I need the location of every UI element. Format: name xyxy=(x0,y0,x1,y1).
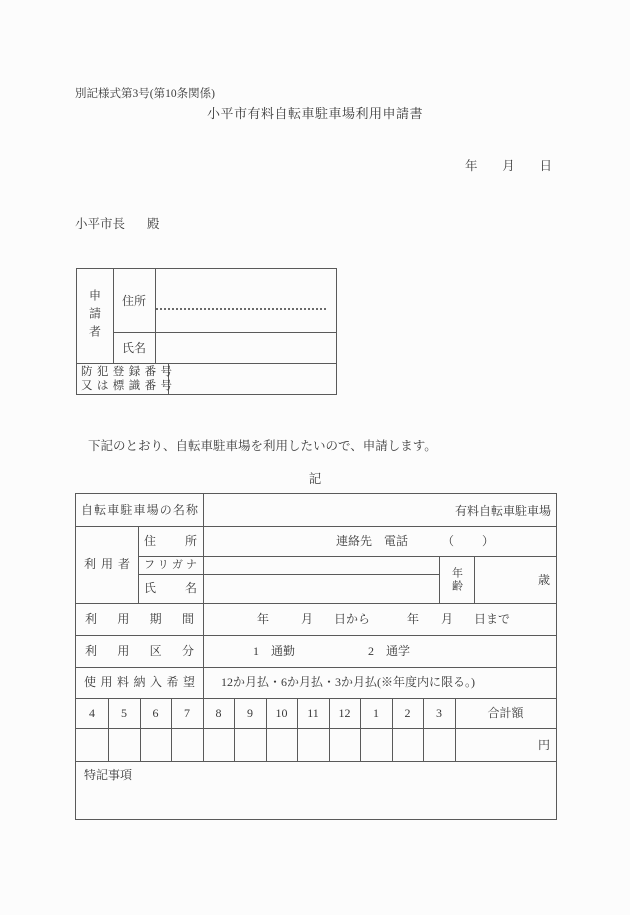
applicant-name-field xyxy=(155,332,336,363)
month-cell: 4 xyxy=(89,706,95,720)
category-option-commute: 1 通勤 xyxy=(253,644,296,658)
month-cell: 12 xyxy=(338,706,351,720)
application-statement: 下記のとおり、自転車駐車場を利用したいので、申請します。 xyxy=(88,439,437,453)
payment-label: 使用料納入希望 xyxy=(84,675,195,689)
furigana-label: フリガナ xyxy=(144,559,197,571)
special-notes-label: 特記事項 xyxy=(84,768,133,782)
category-label: 利用区分 xyxy=(85,644,194,658)
period-to-day: 日まで xyxy=(474,612,511,626)
month-cell: 5 xyxy=(121,706,127,720)
month-cell: 1 xyxy=(373,706,379,720)
period-to-month: 月 xyxy=(441,612,454,626)
phone-paren-open: （ xyxy=(442,534,455,548)
currency-unit-label: 円 xyxy=(537,738,550,752)
registration-label-line2: 又は標識番号 xyxy=(81,380,172,392)
age-label: 年齢 xyxy=(450,566,463,593)
form-style-note: 別記様式第3号(第10条関係) xyxy=(75,88,215,100)
date-month-label: 月 xyxy=(502,159,515,173)
month-cell: 9 xyxy=(247,706,253,720)
month-cell: 6 xyxy=(152,706,159,720)
month-cell: 3 xyxy=(436,706,442,720)
registration-number-field xyxy=(168,363,336,394)
month-cell: 7 xyxy=(184,706,190,720)
applicant-name-label: 氏名 xyxy=(121,341,146,355)
period-from-year: 年 xyxy=(257,612,270,626)
furigana-field xyxy=(203,556,439,574)
facility-name-value: 有料自転車駐車場 xyxy=(454,503,551,518)
applicant-address-field xyxy=(155,269,336,332)
user-address-label: 住所 xyxy=(144,534,197,548)
user-label: 利用者 xyxy=(84,557,130,571)
month-cell: 11 xyxy=(307,706,319,720)
date-year-label: 年 xyxy=(465,159,478,173)
user-name-field xyxy=(203,574,439,603)
payment-options: 12か月払・6か月払・3か月払(※年度内に限る。) xyxy=(221,675,475,689)
total-amount-label: 合計額 xyxy=(487,706,524,720)
month-cell: 8 xyxy=(215,706,222,720)
period-from-day: 日から xyxy=(334,612,371,626)
period-from-month: 月 xyxy=(301,612,314,626)
contact-phone-label: 連絡先 電話 xyxy=(336,534,409,548)
addressee-name: 小平市長 xyxy=(75,217,126,231)
registration-number-label xyxy=(77,364,176,395)
user-name-label: 氏名 xyxy=(144,581,197,595)
month-cell: 10 xyxy=(275,706,288,720)
age-unit-label: 歳 xyxy=(537,573,550,587)
addressee xyxy=(75,214,160,232)
special-notes-field xyxy=(76,761,556,819)
phone-paren-close: ） xyxy=(482,534,495,548)
addressee-honorific: 殿 xyxy=(147,217,160,231)
period-label: 利用期間 xyxy=(85,612,194,626)
address-write-line xyxy=(156,308,326,310)
applicant-address-label: 住所 xyxy=(121,294,146,308)
facility-name-label: 自転車駐車場の名称 xyxy=(81,503,198,517)
date-day-label: 日 xyxy=(539,159,552,173)
date-line xyxy=(465,156,552,174)
category-option-school: 2 通学 xyxy=(368,644,411,658)
period-to-year: 年 xyxy=(407,612,420,626)
applicant-label: 申請者 xyxy=(87,289,102,343)
application-details-table xyxy=(75,493,557,820)
registration-label-line1: 防犯登録番号 xyxy=(81,366,172,378)
section-mark: 記 xyxy=(308,472,322,486)
document-title: 小平市有料自転車駐車場利用申請書 xyxy=(206,106,423,121)
applicant-info-table xyxy=(76,268,337,395)
month-cell: 2 xyxy=(404,706,411,720)
